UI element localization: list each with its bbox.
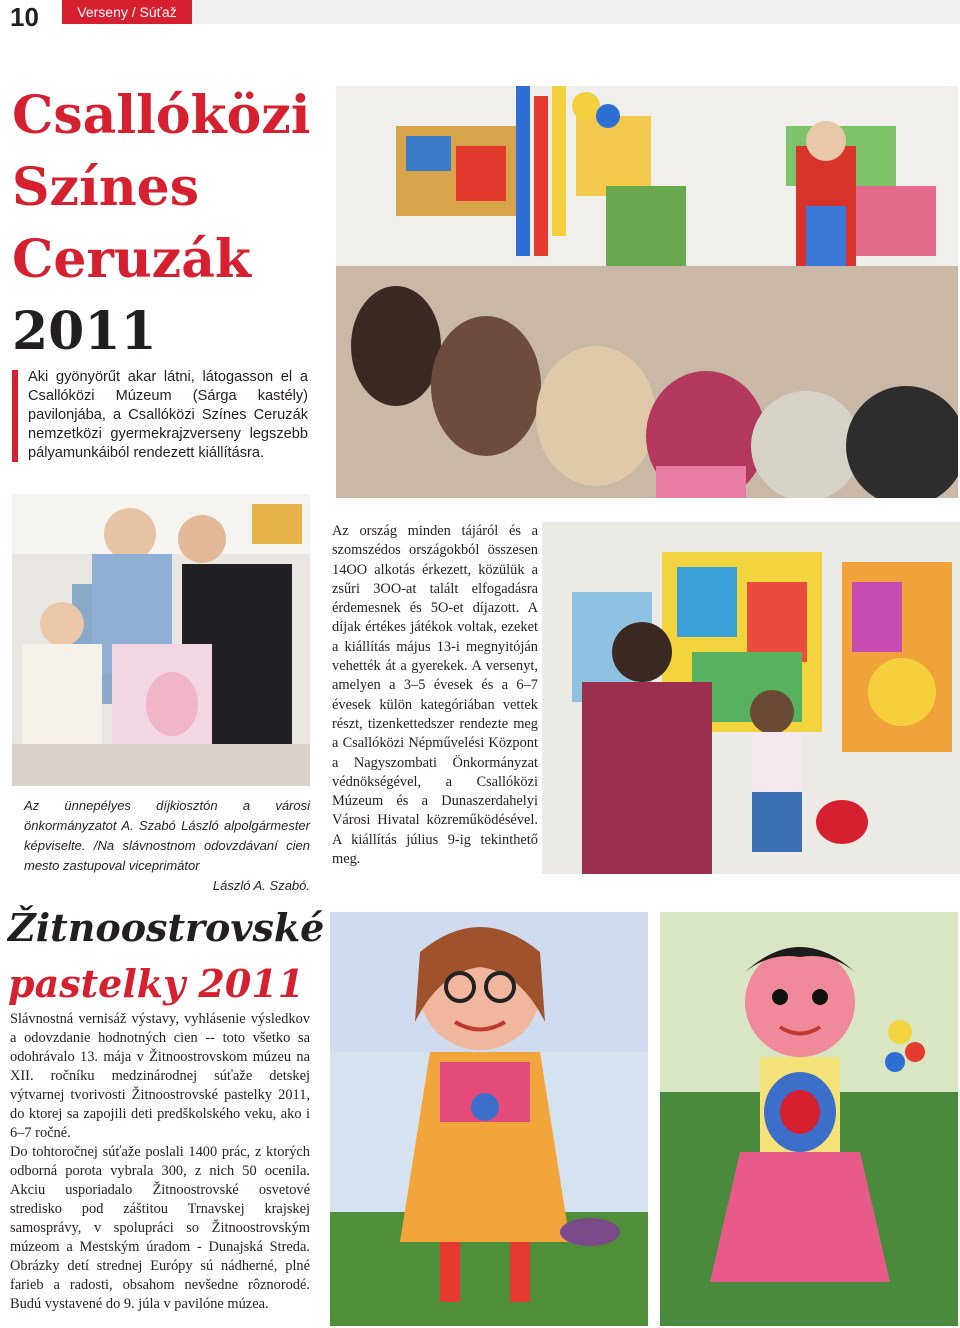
slovak-article [10,1010,310,1314]
page-number: 10 [10,2,39,32]
header-bar [192,0,960,24]
title-line: Žitnoostrovské [8,905,325,950]
title-line: Színes [12,157,200,218]
photo-exhibition-clown [336,86,958,498]
article-paragraph: Do tohtoročnej súťaže poslali 1400 prác, z ktorých odborná porota vybrala 300, z nich 50 ocenila. Akciu usporiadalo Žitnoostrovské osvetové stredisko pod záštitou Trnavskej krajskej samosprávy, v spolupráci so Žitnoostrovským múzeom a Mestským úradom - Dunajská Streda. Obrázky detí strednej Európy sú nádherné, plné farieb a radosti, obsahom nevšedne rôznorodé. Budú vystavené do 9. júla v pavilóne múzea. [10,1144,310,1312]
section-label: Verseny / Súťaž [62,0,192,24]
title-line: Csallóközi [12,85,311,146]
article-paragraph: Slávnostná vernisáž výstavy, vyhlásenie výsledkov a odovzdanie hodnotných cien -- toto všetko sa odohrávalo 13. mája v Žitnoostrovskom múzeu na XII. ročníku medzinárodnej súťaže detskej výtvarnej tvorivosti Žitnoostrovské pastelky 2011, do ktorej sa zapojili deti predškolského veku, ako i 6–7 ročné. [10,1011,310,1141]
title-year: 2011 [12,301,157,362]
drawing-girl-with-flowers [660,912,958,1326]
caption-signature: László A. Szabó. [212,878,310,893]
title-line: Ceruzák [12,229,251,290]
title-line: pastelky 2011 [8,961,305,1006]
lead-paragraph: Aki gyönyörűt akar látni, látogasson el a Csallóközi Múzeum (Sárga kastély) pavilonjába, a Csallóközi Színes Ceruzák nemzetközi gyermekrajzverseny legszebb pályamunkáiból rendezett kiállításra. [28,369,308,461]
drawing-girl-with-glasses [330,912,648,1326]
caption-text: Az ünnepélyes díjkiosztón a városi önkormányzatot A. Szabó László alpolgármester képviselte. /Na slávnostnom odovzdávaní cien mesto zastupoval viceprimátor [24,798,310,873]
photo-girl-pointing [542,522,960,874]
hungarian-title [12,80,332,368]
photo-award-ceremony [12,494,310,786]
lead-accent-bar [12,370,18,462]
slovak-title [8,900,328,1012]
photo-caption [24,796,310,896]
hungarian-article: Az ország minden tájáról és a szomszédos országokból összesen 14OO alkotás érkezett, közülük a zsűri 3OO-at talált elfogadásra érdemesnek és 5O-et díjazott. A díjak értékes játékok voltak, ezeket a kiállítás május 13-i megnyitóján vehették át a gyerekek. A versenyt, amelyen a 3–5 évesek és a 6–7 évesek külön kategóriában vettek részt, tizenkettedszer rendezte meg a Csallóközi Népművelési Központ a Nagyszombati Önkormányzat védnökségével, a Csallóközi Múzeum és a Dunaszerdahelyi Városi Hivatal közreműködésével. A kiállítás július 9-ig tekinthető meg. [332,523,538,868]
